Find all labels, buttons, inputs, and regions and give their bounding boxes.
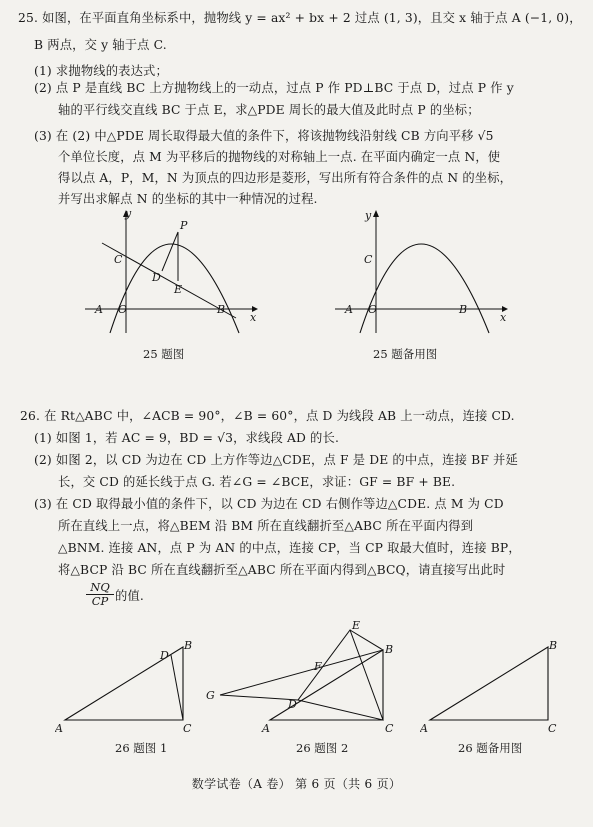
q26f3-label-C: C (548, 722, 557, 735)
q26f2-label-F: F (314, 660, 322, 673)
q26f2-label-E: E (352, 619, 361, 632)
q25-label-C: C (114, 253, 123, 266)
q25b-label-B: B (459, 303, 468, 316)
q25-label-E: E (174, 283, 183, 296)
q26-part3-line1: (3) 在 CD 取得最小值的条件下，以 CD 为边在 CD 右侧作等边△CDE. 点 M 为 CD (34, 497, 504, 511)
q25-part3-line4: 并写出求解点 N 的坐标的其中一种情况的过程. (58, 192, 318, 206)
q25-part2-line1: (2) 点 P 是直线 BC 上方抛物线上的一动点，过点 P 作 PD⊥BC 于点 D，过点 P 作 y (34, 81, 514, 95)
q25-part1: (1) 求抛物线的表达式； (34, 64, 168, 78)
q26-part2-line2: 长，交 CD 的延长线于点 G. 若∠G = ∠BCE，求证：GF = BF + BE. (58, 475, 456, 489)
q26-fig1-caption: 26 题图 1 (115, 741, 168, 755)
page-footer: 数学试卷（A 卷） 第 6 页（共 6 页） (191, 777, 402, 791)
q26f1-label-B: B (184, 639, 193, 652)
q26-frac-num: NQ (90, 580, 110, 594)
q25-fig-backup-caption: 25 题备用图 (373, 347, 438, 361)
q25-figure-main (80, 205, 260, 335)
q26-frac-den: CP (86, 594, 114, 608)
q25-part3-line1: (3) 在 (2) 中△PDE 周长取得最大值的条件下，将该抛物线沿射线 CB 方向平移 √5 (34, 129, 494, 143)
q26f1-label-D: D (160, 649, 169, 662)
q26-part3-line3: △BNM. 连接 AN，点 P 为 AN 的中点，连接 CP，当 CP 取最大值时，连接 BP， (58, 541, 521, 555)
q26f3-label-A: A (420, 722, 428, 735)
q26-part1: (1) 如图 1，若 AC = 9，BD = √3，求线段 AD 的长. (34, 431, 340, 445)
q26f2-label-D: D (288, 698, 297, 711)
q25-stem-line2: B 两点，交 y 轴于点 C. (34, 38, 167, 52)
q26f2-label-A: A (262, 722, 270, 735)
q26f2-label-C: C (385, 722, 394, 735)
q25-part3-line2: 个单位长度，点 M 为平移后的抛物线的对称轴上一点. 在平面内确定一点 N，使 (58, 150, 501, 164)
q26-frac-tail: 的值. (115, 589, 144, 603)
q25-label-y: y (125, 207, 132, 220)
q26f3-label-B: B (549, 639, 558, 652)
q26-fig2-caption: 26 题图 2 (296, 741, 349, 755)
q26f1-label-A: A (55, 722, 63, 735)
q26-figure-2 (200, 615, 415, 735)
q25-fig-main-caption: 25 题图 (143, 347, 185, 361)
q26-part3-line4: 将△BCP 沿 BC 所在直线翻折至△ABC 所在平面内得到△BCQ，请直接写出此时 (58, 563, 506, 577)
q26-fraction (86, 581, 114, 608)
q25-figure-backup (330, 205, 510, 335)
q25-label-P: P (180, 219, 188, 232)
q25-part2-line2: 轴的平行线交直线 BC 于点 E，求△PDE 周长的最大值及此时点 P 的坐标； (58, 103, 480, 117)
q25-label-D: D (152, 271, 161, 284)
q26f2-label-G: G (206, 689, 215, 702)
q25b-label-y: y (365, 209, 372, 222)
q25-label-A: A (95, 303, 103, 316)
q25-part3-line3: 得以点 A，P，M，N 为顶点的四边形是菱形，写出所有符合条件的点 N 的坐标， (58, 171, 513, 185)
q26-fig3-caption: 26 题备用图 (458, 741, 523, 755)
q26-figure-backup (420, 635, 570, 735)
q26f1-label-C: C (183, 722, 192, 735)
q26-part2-line1: (2) 如图 2，以 CD 为边在 CD 上方作等边△CDE，点 F 是 DE 的中点，连接 BF 并延 (34, 453, 518, 467)
q25-label-B: B (217, 303, 226, 316)
q25b-label-x: x (500, 311, 507, 324)
q25-label-O: O (118, 303, 128, 316)
q25b-label-O: O (368, 303, 378, 316)
q26-part3-line2: 所在直线上一点，将△BEM 沿 BM 所在直线翻折至△ABC 所在平面内得到 (58, 519, 474, 533)
q25b-label-C: C (364, 253, 373, 266)
q26-figure-1 (55, 635, 205, 735)
q25b-label-A: A (345, 303, 353, 316)
q25-stem-line1: 25. 如图，在平面直角坐标系中，抛物线 y = ax² + bx + 2 过点 (1, 3)，且交 x 轴于点 A (−1, 0)， (18, 11, 582, 25)
q26f2-label-B: B (385, 643, 394, 656)
q26-stem: 26. 在 Rt△ABC 中，∠ACB = 90°，∠B = 60°，点 D 为线段 AB 上一动点，连接 CD. (20, 409, 515, 423)
q25-label-x: x (250, 311, 257, 324)
